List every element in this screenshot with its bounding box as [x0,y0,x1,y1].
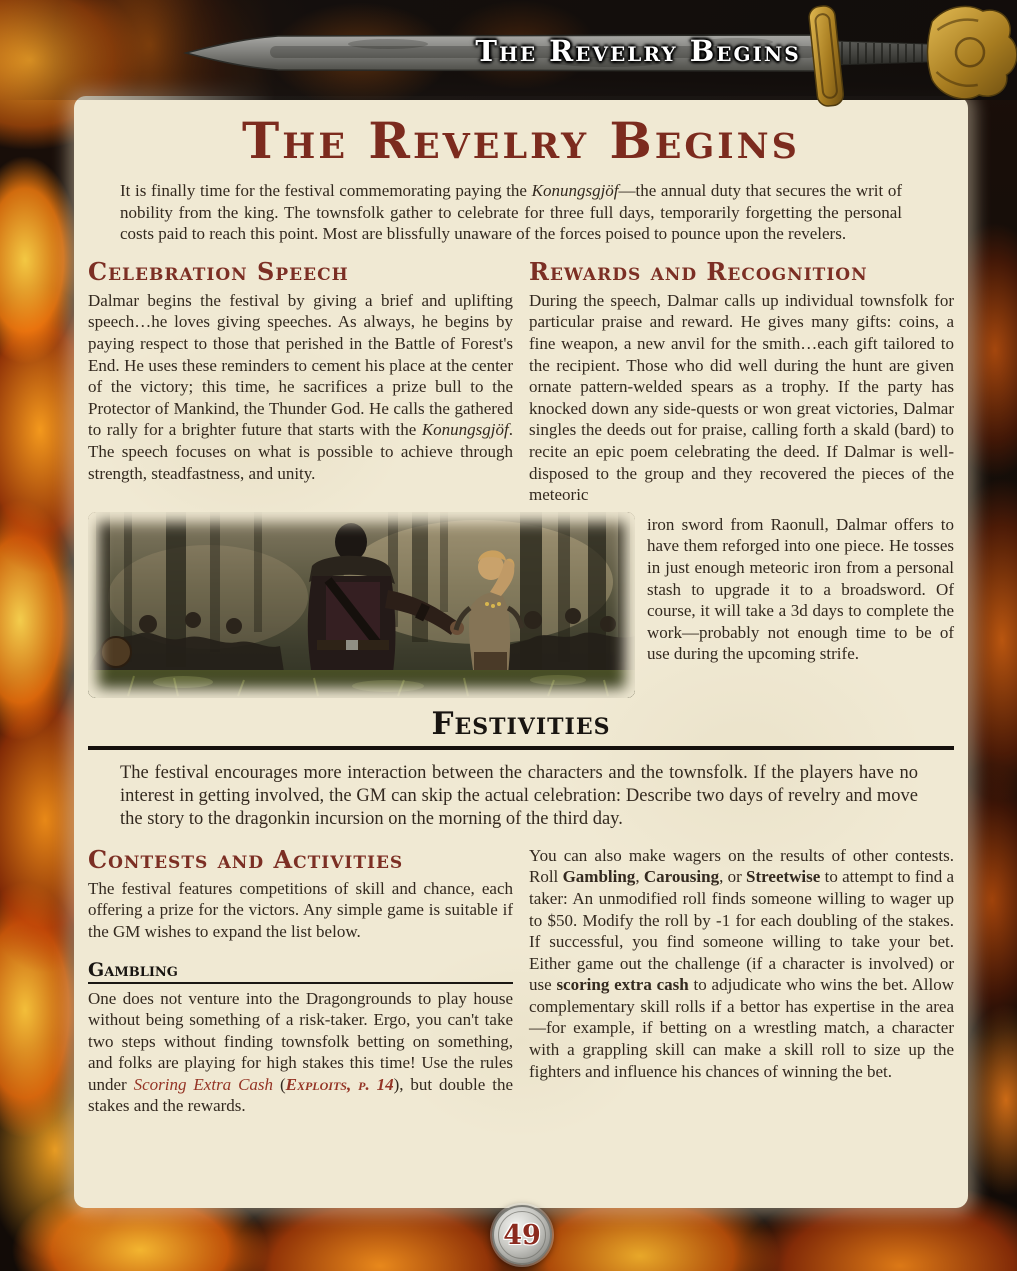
festivities-divider [88,746,954,750]
text-segment: ( [273,1074,286,1094]
column-celebration-speech [88,257,513,506]
intro-paragraph [120,180,902,245]
section-heading-celebration-speech: Celebration Speech [88,256,349,286]
banner-title: The Revelry Begins [475,34,801,68]
text-segment: —the annual duty that secures the writ of nobility from the king. The townsfolk gather to celebrate for three full days, temporarily forgetting the personal costs paid to reach this point. Most are blissfully unaware of the forces poised to pounce upon the revelers. [120,181,902,244]
bottom-columns [88,845,954,1117]
top-columns [88,257,954,506]
subsection-heading-gambling: Gambling [88,959,513,984]
rewards-paragraph-part2 [647,512,954,665]
text-segment: It is finally time for the festival commemorating paying the [120,181,532,200]
column-contests-activities [88,845,513,1117]
parchment-page [74,96,968,1208]
page-number-medallion [492,1205,552,1265]
text-segment: During the speech, Dalmar calls up individual townsfolk for particular praise and reward. He gives many gifts: coins, a fine weapon, a new anvil for the smith…each gift tailored to the recipient. Those who did well during the hunt are given ornate pattern-welded spears as a trophy. If the party has knocked down any side-quests or won great victories, Dalmar singles the deeds out for praise, calling forth a skald (bard) to recite an epic poem celebrating the deed. If Dalmar is well-disposed to the group and they recovered the pieces of the meteoric [529,290,954,505]
page-banner [0,0,1017,100]
celebration-speech-paragraph [88,290,513,484]
text-segment: , [635,867,644,887]
festivities-paragraph [120,762,918,831]
illustration-row [88,512,954,698]
column-wagers [529,845,954,1117]
text-segment: to attempt to find a taker: An unmodified roll finds someone willing to wager up to $50. Modify the roll by -1 for each doubling of the stakes. If successful, you find someone willing to take your bet. Either game out the challenge (if a character is involved) or use [529,867,955,995]
text-segment: Konungsgjöf [531,181,619,200]
section-heading-rewards-recognition: Rewards and Recognition [529,256,868,286]
contests-paragraph [88,878,513,943]
column-rewards-recognition [529,257,954,506]
section-heading-contests-activities: Contests and Activities [88,844,404,874]
cross-reference-link[interactable]: Scoring Extra Cash [133,1074,274,1094]
text-segment: iron sword from Raonull, Dalmar offers to have them reforged into one piece. He tosses in just enough meteoric iron from a personal stash to upgrade it to a broadsword. Of course, it will take a 3d days to complete the work—probably not enough time to be of use during the upcoming strife. [647,514,954,664]
text-segment: . The speech focuses on what is possible to achieve through strength, steadfastness, and unity. [88,420,513,483]
text-segment: , or [719,867,747,887]
cross-reference-link[interactable]: Exploits, p. 14 [285,1074,394,1094]
text-segment: Streetwise [746,867,821,887]
sword-grip [834,41,928,65]
page-number: 49 [503,1219,541,1251]
festival-illustration [88,512,635,698]
text-segment: The festival encourages more interaction between the characters and the townsfolk. If the players have no interest in getting involved, the GM can skip the actual celebration: Describe two days of revelry and move the story to the dragonkin incursion on the morning of the third day. [120,762,918,829]
text-segment: You can also make wagers on the results of other contests. Roll [529,845,954,887]
text-segment: to adjudicate who wins the bet. Allow complementary skill rolls if a bettor has expertise in the area—for example, if betting on a wrestling match, a character with a grappling skill can make a skill roll to size up the fighters and influence his chances of winning the bet. [529,975,954,1081]
text-segment: ), but double the stakes and the rewards. [88,1074,513,1116]
section-heading-festivities: Festivities [431,705,611,742]
festival-illustration-art [88,512,635,698]
text-segment: scoring extra cash [556,975,689,995]
text-segment: One does not venture into the Dragongrounds to play house without being something of a risk-taker. Ergo, you can't take two steps without finding townsfolk betting on something, and folks are playing for high stakes this time! Use the rules under [88,988,513,1094]
wagers-paragraph [529,845,954,1083]
text-segment: Carousing [643,867,720,887]
text-segment: Dalmar begins the festival by giving a brief and uplifting speech…he loves giving speeches. As always, he begins by paying respect to those that perished in the Battle of Forest's End. He uses these reminders to cement his place at the center of the victory; this time, he sacrifices a prize bull to the Protector of Mankind, the Thunder God. He calls the gathered to rally for a brighter future that starts with the [88,290,513,440]
rewards-paragraph-part1 [529,290,954,506]
gambling-paragraph [88,988,513,1118]
text-segment: The festival features competitions of skill and chance, each offering a prize for the victors. Any simple game is suitable if the GM wishes to expand the list below. [88,878,513,941]
text-segment: Gambling [562,867,636,887]
text-segment: Konungsgjöf [421,420,509,440]
page-title: The Revelry Begins [242,111,800,170]
sword-pommel [924,4,1017,102]
